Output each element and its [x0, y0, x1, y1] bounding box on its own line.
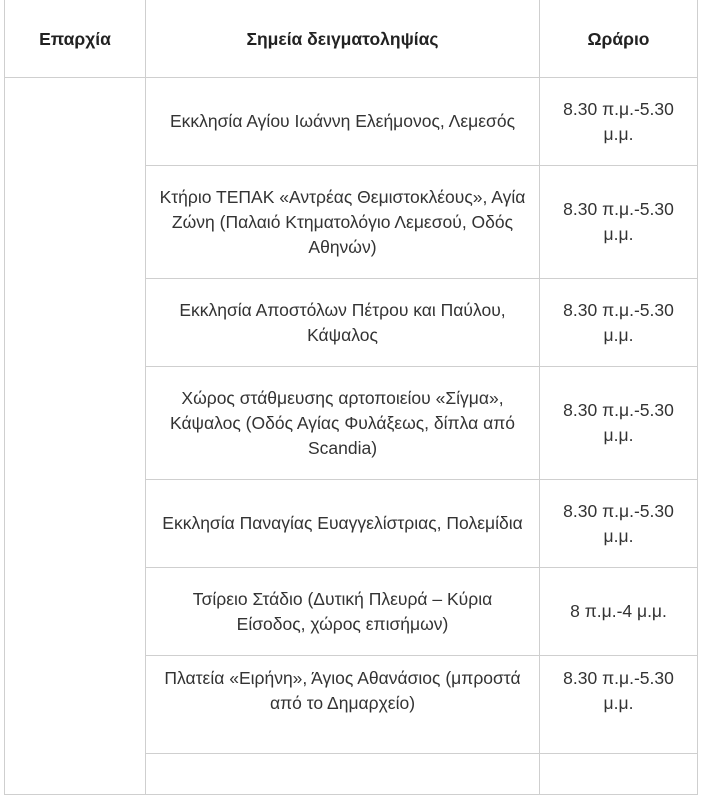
hours-cell: 8.30 π.μ.-5.30 μ.μ.	[540, 279, 698, 367]
location-cell: Εκκλησία Αγίου Ιωάννη Ελεήμονος, Λεμεσός	[146, 78, 540, 166]
location-cell: Χώρος στάθμευσης αρτοποιείου «Σίγμα», Κάψαλος (Οδός Αγίας Φυλάξεως, δίπλα από Scandia)	[146, 367, 540, 480]
table-row	[5, 78, 698, 166]
district-cell	[5, 78, 146, 795]
hours-cell: 8.30 π.μ.-5.30 μ.μ.	[540, 656, 698, 754]
location-cell: Εκκλησία Αποστόλων Πέτρου και Παύλου, Κάψαλος	[146, 279, 540, 367]
header-district: Επαρχία	[5, 0, 146, 78]
sampling-points-table	[4, 0, 698, 795]
location-cell: Πλατεία «Ειρήνη», Άγιος Αθανάσιος (μπροστά από το Δημαρχείο)	[146, 656, 540, 754]
hours-cell: 8.30 π.μ.-5.30 μ.μ.	[540, 367, 698, 480]
header-location: Σημεία δειγματοληψίας	[146, 0, 540, 78]
location-cell-empty	[146, 754, 540, 795]
hours-cell: 8.30 π.μ.-5.30 μ.μ.	[540, 78, 698, 166]
hours-cell: 8.30 π.μ.-5.30 μ.μ.	[540, 480, 698, 568]
location-cell: Εκκλησία Παναγίας Ευαγγελίστριας, Πολεμίδια	[146, 480, 540, 568]
hours-cell: 8 π.μ.-4 μ.μ.	[540, 568, 698, 656]
hours-cell-empty	[540, 754, 698, 795]
location-cell: Κτήριο ΤΕΠΑΚ «Αντρέας Θεμιστοκλέους», Αγία Ζώνη (Παλαιό Κτηματολόγιο Λεμεσού, Οδός Αθηνών)	[146, 166, 540, 279]
location-cell: Τσίρειο Στάδιο (Δυτική Πλευρά – Κύρια Είσοδος, χώρος επισήμων)	[146, 568, 540, 656]
table-header-row	[5, 0, 698, 78]
hours-cell: 8.30 π.μ.-5.30 μ.μ.	[540, 166, 698, 279]
header-hours: Ωράριο	[540, 0, 698, 78]
